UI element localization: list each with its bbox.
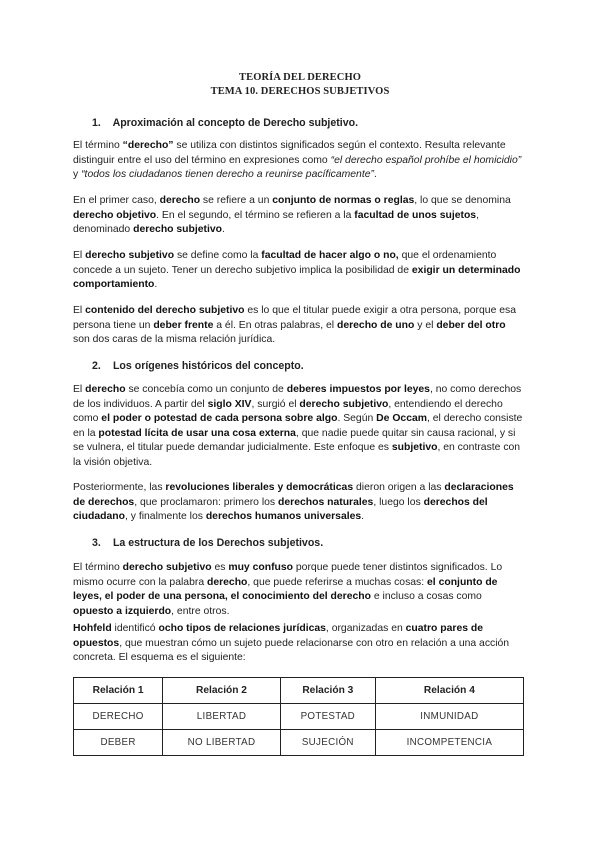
paragraph [73, 249, 525, 293]
paragraph [73, 194, 525, 238]
bold-text: ocho tipos de relaciones jurídicas [158, 623, 326, 634]
bold-text: deber del otro [436, 319, 506, 331]
paragraph [73, 139, 525, 183]
table-cell: INMUNIDAD [375, 704, 523, 730]
bold-text: declaraciones de derechos [73, 482, 514, 508]
text-run: se refiere a un [200, 195, 273, 206]
text-run: . [373, 169, 377, 181]
table-cell: DEBER [74, 730, 163, 756]
bold-text: exigir un determinado comportamiento [73, 264, 521, 291]
document-subtitle: TEMA 10. DERECHOS SUBJETIVOS [210, 86, 390, 97]
text-run: , y finalmente los [124, 511, 206, 523]
italic-text: “el derecho español prohíbe el homicidio” [330, 154, 522, 166]
table-row [74, 730, 524, 756]
bold-text: derecho subjetivo [85, 250, 175, 261]
table-cell: INCOMPETENCIA [375, 730, 523, 756]
text-run: . Según [337, 413, 377, 425]
text-run: El término [73, 140, 123, 151]
bold-text: conjunto de normas o reglas [272, 195, 415, 206]
text-run: dieron origen a las [353, 482, 445, 493]
text-run: , entre otros. [171, 605, 230, 617]
paragraph [73, 622, 525, 666]
table-cell: LIBERTAD [163, 704, 281, 730]
table-cell: DERECHO [74, 704, 163, 730]
text-run: , denominado [73, 209, 479, 236]
text-run: , que puede referirse a muchas cosas: [247, 576, 428, 588]
section-title: Aproximación al concepto de Derecho subjetivo. [112, 117, 359, 129]
text-run: y [73, 169, 82, 181]
bold-text: derechos humanos universales [205, 511, 362, 523]
text-run: , surgió el [251, 398, 300, 410]
bold-text: siglo XIV [207, 398, 252, 410]
text-run: identificó [111, 623, 159, 634]
text-run: , que nadie puede quitar sin causa racional, y si se vulnera, el titular puede demandar judicialmente. Este enfoque es [73, 427, 516, 454]
table-header-cell: Relación 3 [280, 678, 375, 704]
text-run: porque puede tener distintos significados. Lo mismo ocurre con la palabra [73, 562, 503, 588]
text-run: se utiliza con distintos significados según el contexto. Resulta relevante distinguir entre el uso del término en expresiones como [73, 140, 506, 166]
text-run: , que muestran cómo un sujeto puede relacionarse con otro en relación a una acción concreta. El esquema es el siguiente: [73, 637, 510, 664]
bold-text: deber frente [153, 319, 214, 331]
italic-text: “todos los ciudadanos tienen derecho a reunirse pacíficamente” [81, 169, 374, 181]
bold-text: derechos del ciudadano [73, 496, 488, 523]
text-run: y el [414, 319, 437, 331]
bold-text: derecho de uno [336, 319, 415, 331]
text-run: Posteriormente, las [73, 482, 166, 493]
bold-text: contenido del derecho subjetivo [85, 305, 245, 316]
table-cell: NO LIBERTAD [163, 730, 281, 756]
section-number: 3. [92, 537, 101, 549]
table-header-cell: Relación 2 [163, 678, 281, 704]
text-run: . [222, 224, 225, 236]
text-run: , entendiendo el derecho como [73, 398, 503, 425]
section-heading-3 [92, 537, 323, 549]
paragraph [73, 304, 525, 348]
text-run: se define como la [174, 250, 262, 261]
bold-text: “derecho” [122, 140, 174, 151]
paragraph [73, 561, 525, 619]
table-header-cell: Relación 4 [375, 678, 523, 704]
bold-text: derecho subjetivo [122, 562, 212, 573]
text-run: , no como derechos de los individuos. A partir del [73, 384, 522, 410]
text-run: es [211, 562, 229, 573]
text-run: El [73, 305, 86, 316]
text-run: En el primer caso, [73, 195, 160, 206]
bold-text: derecho objetivo [73, 209, 157, 221]
bold-text: derecho [206, 576, 248, 588]
table-cell: SUJECIÓN [280, 730, 375, 756]
text-run: , en contraste con la visión objetiva. [73, 442, 521, 468]
bold-text: cuatro pares de opuestos [73, 623, 484, 649]
bold-text: derechos naturales [278, 496, 374, 508]
section-heading-1 [92, 117, 358, 129]
text-run: que el ordenamiento concede a un sujeto. Tener un derecho subjetivo implica la posibilidad de [73, 250, 497, 276]
section-number: 2. [92, 360, 101, 372]
bold-text: derecho subjetivo [299, 398, 389, 410]
text-run: , organizadas en [325, 623, 406, 634]
section-title: La estructura de los Derechos subjetivos. [112, 537, 324, 549]
table-cell: POTESTAD [280, 704, 375, 730]
bold-text: derecho subjetivo [133, 224, 223, 236]
text-run: . [361, 511, 365, 523]
text-run: e incluso a cosas como [370, 591, 482, 603]
bold-text: revoluciones liberales y democráticas [165, 482, 354, 493]
bold-text: muy confuso [228, 562, 294, 573]
text-run: a él. En otras palabras, el [213, 319, 337, 331]
text-run: El término [73, 562, 123, 573]
bold-text: deberes impuestos por leyes [286, 384, 430, 395]
section-heading-2 [92, 360, 304, 372]
section-number: 1. [92, 117, 101, 129]
document-title: TEORÍA DEL DERECHO [239, 72, 361, 83]
section-title: Los orígenes históricos del concepto. [112, 360, 304, 372]
text-run: son dos caras de la misma relación jurídica. [73, 334, 276, 346]
bold-text: potestad lícita de usar una cosa externa [98, 427, 296, 439]
bold-text: De Occam [376, 413, 427, 425]
table-header-cell: Relación 1 [74, 678, 163, 704]
text-run: El [73, 384, 86, 395]
paragraph [73, 383, 525, 471]
bold-text: derecho [85, 384, 126, 395]
text-run: . [154, 279, 158, 291]
bold-text: el conjunto de leyes, el poder de una persona, el conocimiento del derecho [73, 576, 498, 603]
bold-text: facultad de hacer algo o no, [261, 250, 399, 261]
text-run: se concebía como un conjunto de [125, 384, 287, 395]
text-run: , lo que se denomina [414, 195, 511, 206]
text-run: El [73, 250, 86, 261]
bold-text: Hohfeld [73, 623, 112, 634]
bold-text: derecho [159, 195, 201, 206]
text-run: , luego los [373, 496, 424, 508]
text-run: , el derecho consiste en la [73, 413, 523, 439]
text-run: . En el segundo, el término se refieren a la [156, 209, 355, 221]
relations-table [73, 677, 524, 756]
bold-text: subjetivo [391, 442, 438, 454]
table-header-row [74, 678, 524, 704]
paragraph [73, 481, 525, 525]
table-row [74, 704, 524, 730]
text-run: , que proclamaron: primero los [134, 496, 279, 508]
bold-text: facultad de unos sujetos [354, 209, 477, 221]
bold-text: opuesto a izquierdo [73, 605, 172, 617]
text-run: es lo que el titular puede exigir a otra persona, porque esa persona tiene un [73, 305, 516, 331]
bold-text: el poder o potestad de cada persona sobre algo [101, 413, 338, 425]
